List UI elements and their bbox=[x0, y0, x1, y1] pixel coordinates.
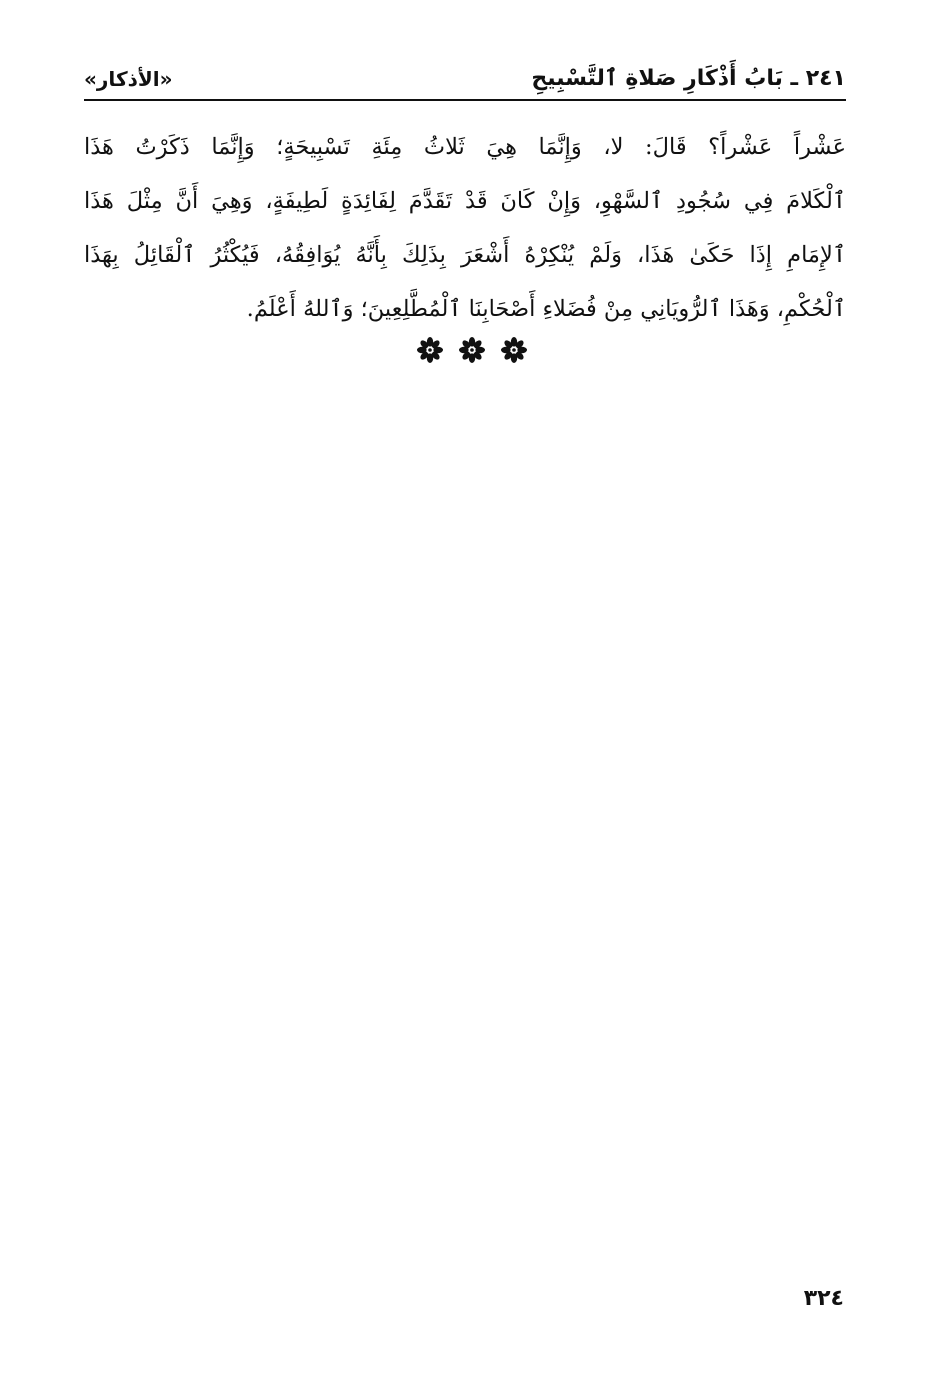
flower-ornament-icon bbox=[416, 336, 444, 364]
book-title: «الأذكار» bbox=[84, 67, 173, 91]
section-end-ornaments bbox=[0, 336, 944, 368]
text-line: ٱلإِمَامِ إِذَا حَكَىٰ هَذَا، وَلَمْ يُنْكِرْهُ أَشْعَرَ بِذَلِكَ بِأَنَّهُ يُوَافِقُهُ، فَيُكْثُرُ ٱلْقَائِلُ بِهَذَا bbox=[84, 242, 846, 268]
header-divider bbox=[84, 99, 846, 101]
body-text bbox=[84, 120, 846, 336]
flower-ornament-icon bbox=[500, 336, 528, 364]
page-number: ٣٢٤ bbox=[803, 1286, 844, 1311]
text-line: ٱلْحُكْمِ، وَهَذَا ٱلرُّويَانِي مِنْ فُضَلاءِ أَصْحَابِنَا ٱلْمُطَّلِعِينَ؛ وَٱللهُ أَعْلَمُ. bbox=[246, 296, 846, 322]
chapter-title: ٢٤١ ـ بَابُ أَذْكَارِ صَلاةِ ٱلتَّسْبِيحِ bbox=[531, 66, 846, 91]
flower-ornament-icon bbox=[458, 336, 486, 364]
text-line: ٱلْكَلامَ فِي سُجُودِ ٱلسَّهْوِ، وَإِنْ كَانَ قَدْ تَقَدَّمَ لِفَائِدَةٍ لَطِيفَةٍ، وَهِيَ أَنَّ مِثْلَ هَذَا bbox=[84, 188, 846, 214]
running-header bbox=[84, 58, 846, 94]
text-line: عَشْراً عَشْراً؟ قَالَ: لا، وَإِنَّمَا هِيَ ثَلاثُ مِئَةِ تَسْبِيحَةٍ؛ وَإِنَّمَا ذَكَرْتُ هَذَا bbox=[84, 134, 846, 160]
